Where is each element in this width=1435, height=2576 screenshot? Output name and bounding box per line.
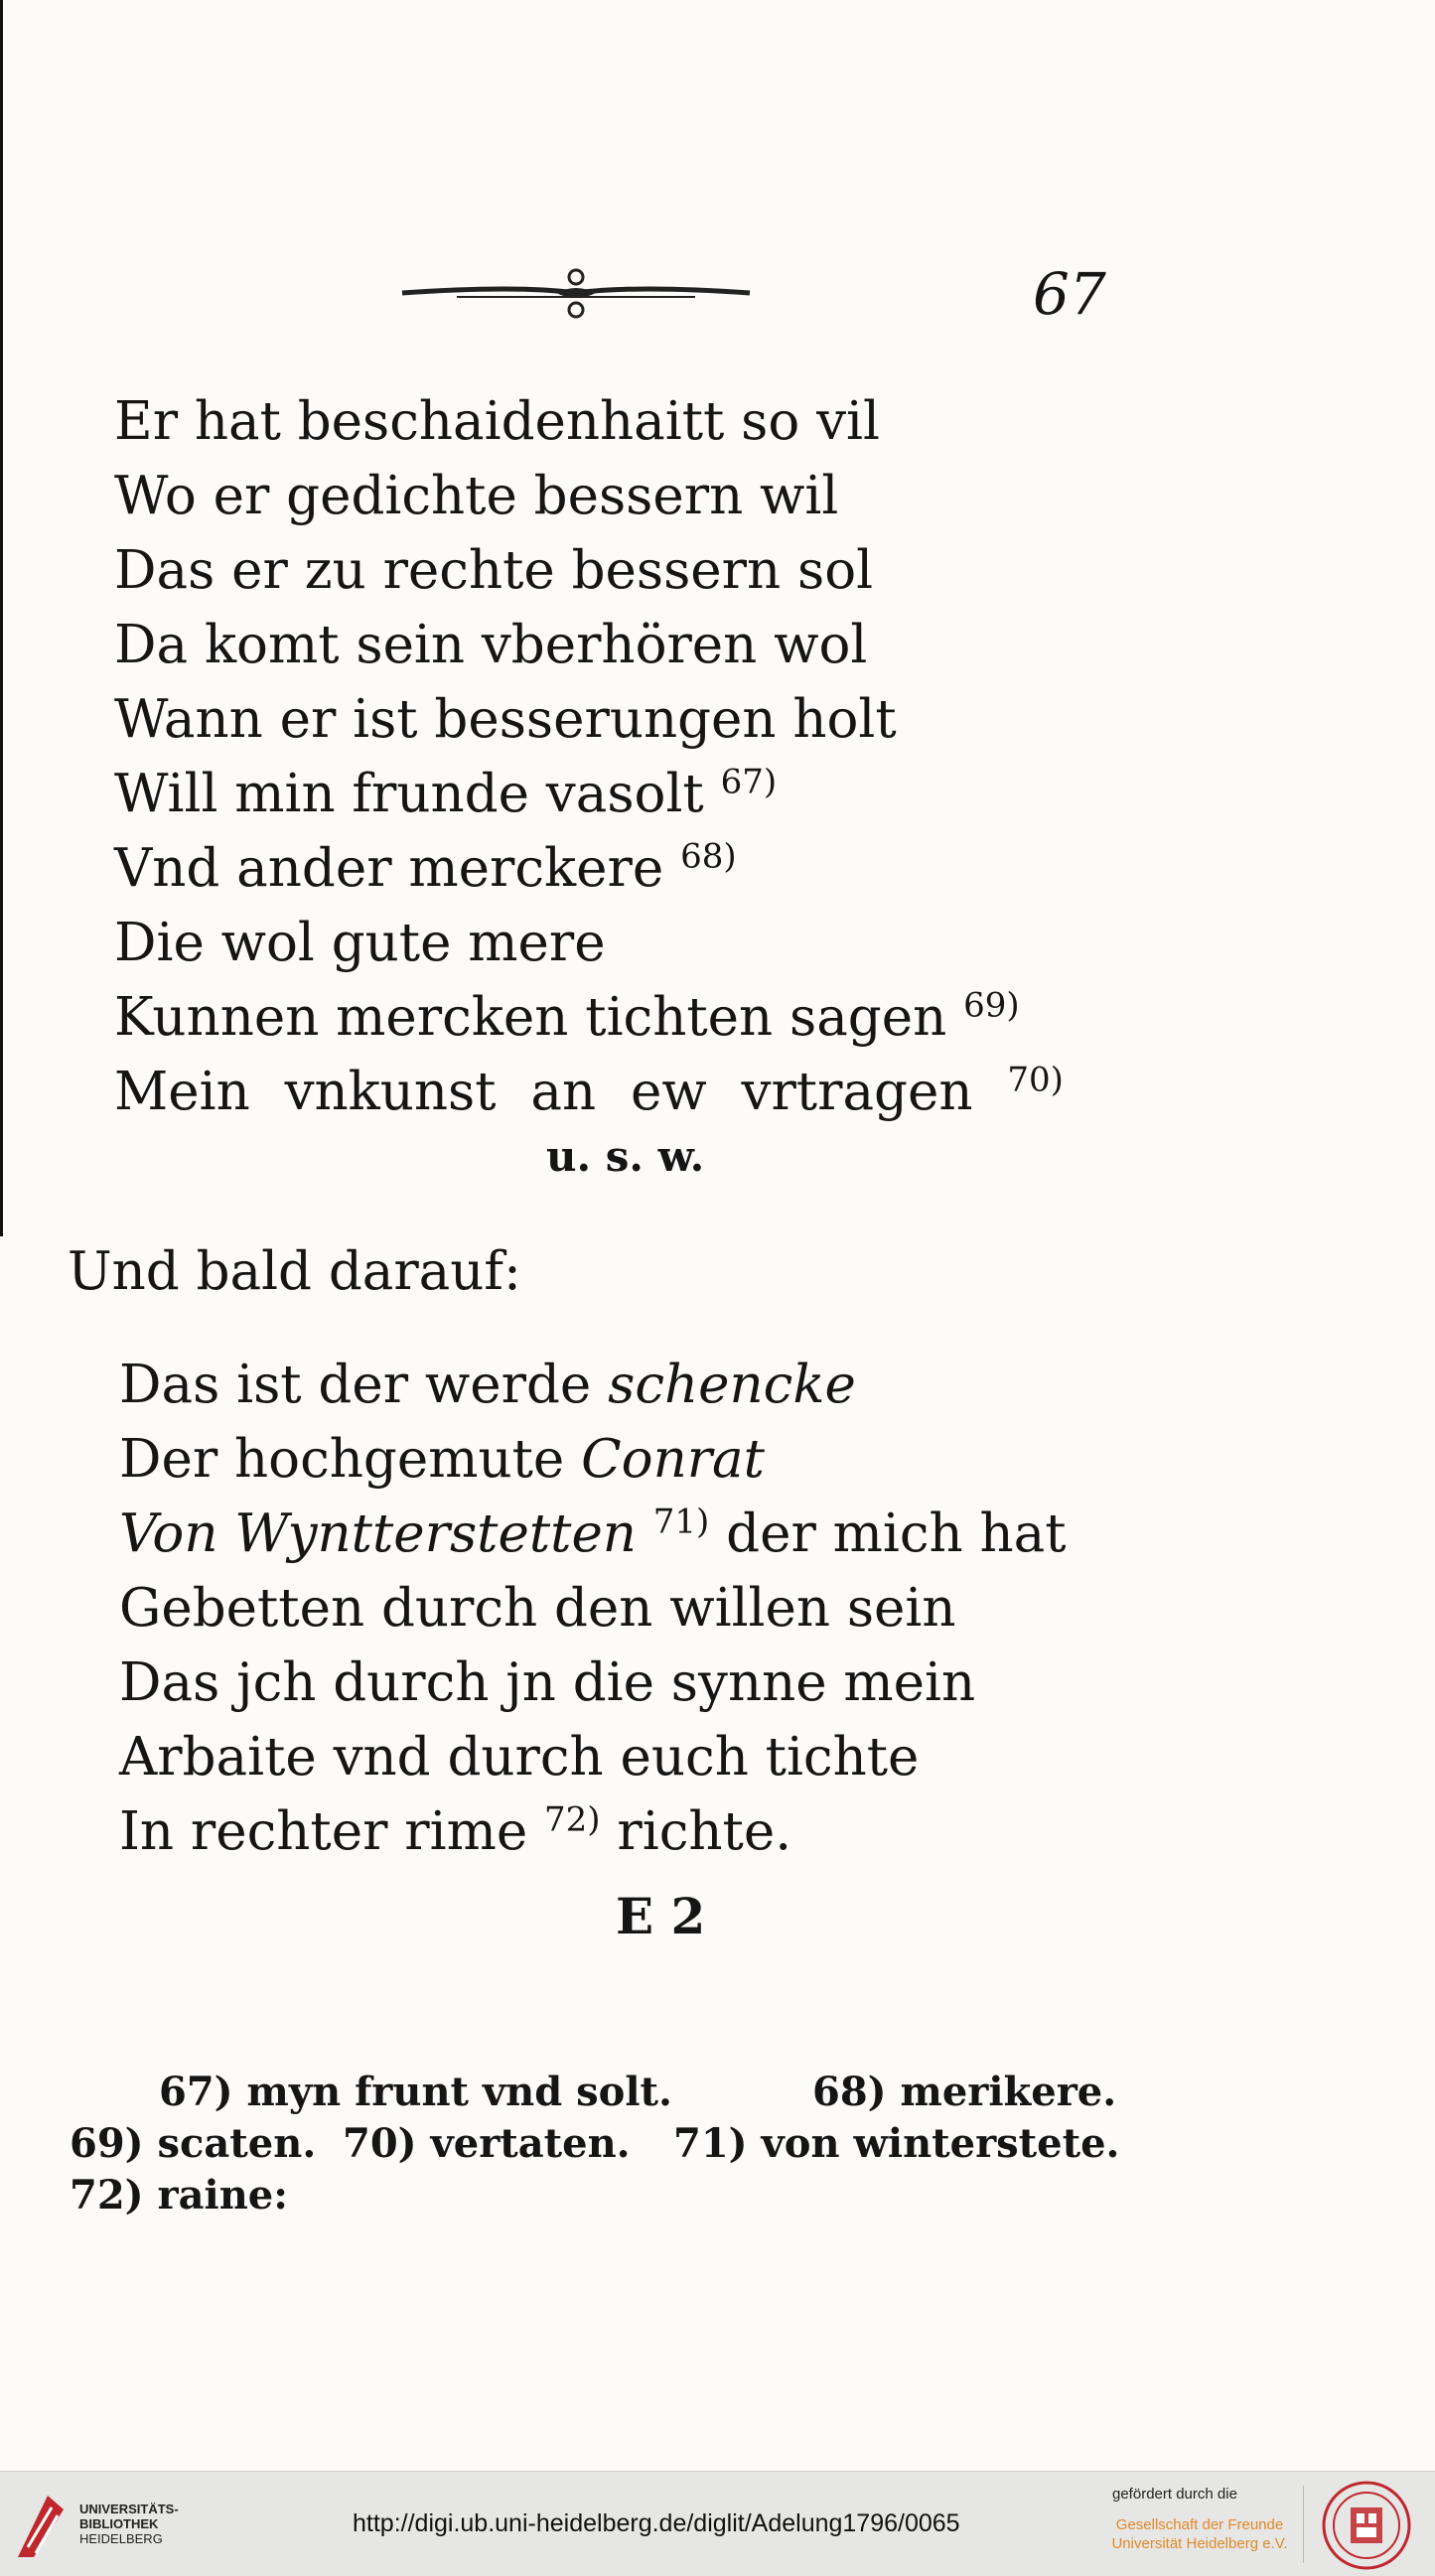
usw-mark: u. s. w. (546, 1132, 705, 1181)
verse-line: Wo er gedichte bessern wil (114, 466, 839, 526)
signature-mark: E 2 (616, 1887, 706, 1945)
sponsor-name-line: Gesellschaft der Freunde (1115, 2516, 1284, 2533)
verse-line: Die wol gute mere (114, 913, 606, 973)
verse-line: Arbaite vnd durch euch tichte (119, 1727, 920, 1788)
library-logo-icon (14, 2490, 68, 2561)
sponsor-name (1110, 2515, 1289, 2553)
permalink-url[interactable]: http://digi.ub.uni-heidelberg.de/diglit/Adelung1796/0065 (353, 2509, 960, 2537)
verse-line: Das er zu rechte bessern sol (114, 540, 874, 601)
section-subheading: Und bald darauf: (68, 1241, 521, 1302)
verse-italic: schencke (608, 1355, 856, 1415)
page-spine-edge (0, 0, 3, 1236)
verse-text: Kunnen mercken tichten sagen (114, 987, 947, 1048)
verse-line (119, 1799, 792, 1862)
footnote-ref: 68) (680, 836, 737, 877)
page-number: 67 (1033, 260, 1106, 328)
university-seal-icon (1321, 2480, 1412, 2571)
verse-line: Da komt sein vberhören wol (114, 615, 868, 675)
library-name-line: BIBLIOTHEK (79, 2516, 159, 2531)
viewer-footer (0, 2471, 1435, 2576)
verse-line (114, 985, 1020, 1048)
verse-text: In rechter rime (119, 1801, 545, 1862)
verse-line (114, 762, 778, 824)
sponsor-name-line: Universität Heidelberg e.V. (1111, 2535, 1288, 2552)
verse-line (119, 1356, 856, 1415)
verse-line: Wann er ist besserungen holt (114, 689, 897, 750)
verse-italic: Conrat (581, 1429, 765, 1490)
library-name (79, 2502, 179, 2546)
library-name-line: UNIVERSITÄTS- (79, 2502, 179, 2516)
verse-line (114, 836, 737, 899)
verse-line (119, 1430, 765, 1490)
footer-divider (1303, 2486, 1304, 2563)
verse-line (114, 1060, 1064, 1122)
verse-line: Er hat beschaidenhaitt so vil (114, 391, 880, 452)
footnote-ref: 70) (1007, 1060, 1064, 1100)
verse-text: richte. (600, 1801, 792, 1862)
footnote: 68) merikere. (812, 2069, 1117, 2115)
footnote-ref: 67) (720, 762, 778, 802)
library-name-line: HEIDELBERG (79, 2531, 163, 2546)
verse-italic: Von Wyntterstetten (119, 1503, 653, 1564)
footnote: 69) scaten. (70, 2120, 317, 2167)
footnote-ref: 72) (544, 1799, 601, 1840)
footnote: 72) raine: (70, 2172, 288, 2218)
footnote-ref: 69) (963, 985, 1020, 1026)
verse-line: Das jch durch jn die synne mein (119, 1652, 976, 1713)
footnote-ref: 71) (652, 1502, 710, 1542)
verse-text: Will min frunde vasolt (114, 764, 704, 824)
verse-text: Das ist der werde (119, 1355, 609, 1415)
footnote: 67) myn frunt vnd solt. (159, 2069, 672, 2115)
verse-line: Gebetten durch den willen sein (119, 1578, 956, 1639)
sponsor-label: gefördert durch die (1112, 2486, 1237, 2503)
verse-text: Der hochgemute (119, 1429, 582, 1490)
verse-text: Vnd ander merckere (114, 838, 664, 899)
verse-line (119, 1504, 1067, 1564)
verse-text: der mich hat (709, 1503, 1067, 1564)
header-ornament (397, 263, 755, 323)
verse-text: Mein vnkunst an ew vrtragen (114, 1062, 973, 1122)
footnote: 70) vertaten. (343, 2120, 631, 2167)
footnote: 71) von winterstete. (673, 2120, 1120, 2167)
